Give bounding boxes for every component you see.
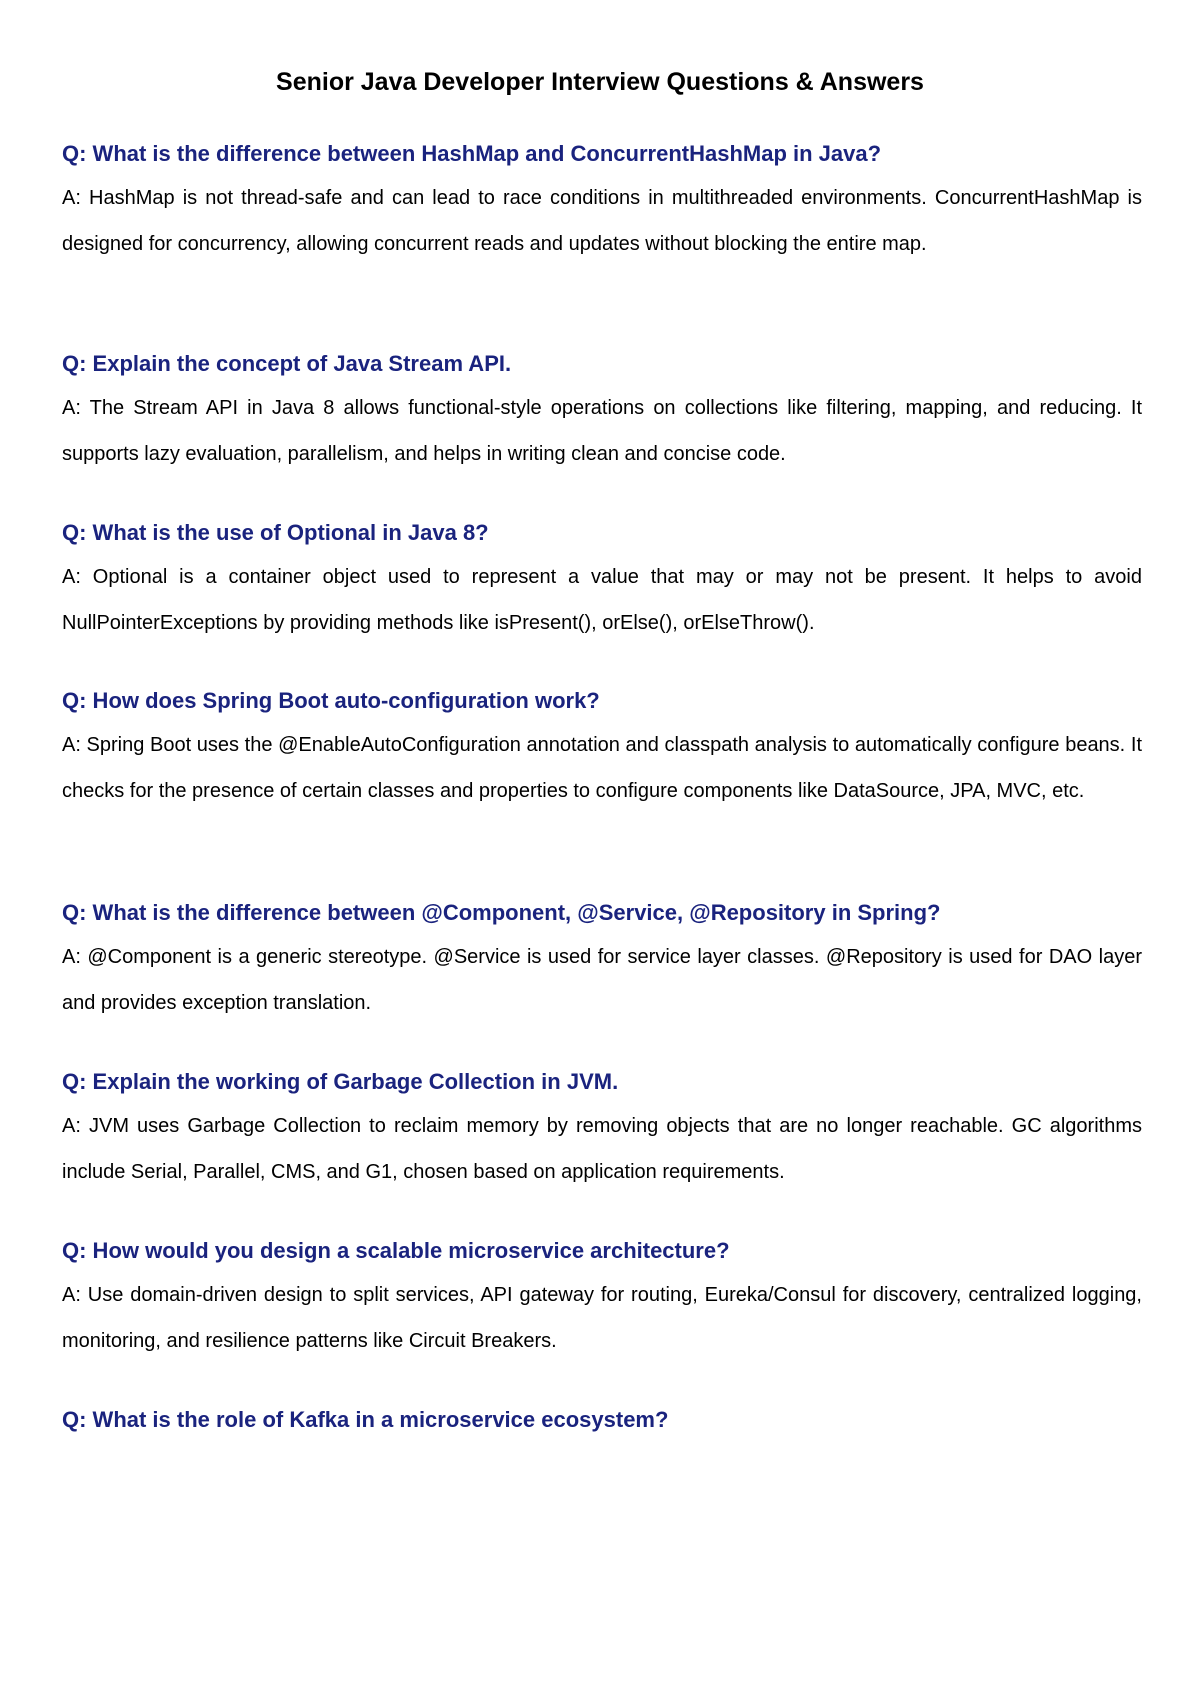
qa-item [62, 1236, 1142, 1364]
qa-item [62, 518, 1142, 646]
answer-text: A: The Stream API in Java 8 allows functional-style operations on collections like filtering, mapping, and reducing. It supports lazy evaluation, parallelism, and helps in writing clean and concise code. [62, 397, 1142, 465]
answer-text: A: Optional is a container object used to represent a value that may or may not be present. It helps to avoid NullPointerExceptions by providing methods like isPresent(), orElse(), orElseThrow(). [62, 566, 1142, 634]
qa-item [62, 686, 1142, 814]
question-text: Q: What is the difference between HashMap and ConcurrentHashMap in Java? [62, 141, 882, 166]
question-text: Q: What is the role of Kafka in a microservice ecosystem? [62, 1407, 669, 1432]
answer-text: A: JVM uses Garbage Collection to reclaim memory by removing objects that are no longer reachable. GC algorithms include Serial, Parallel, CMS, and G1, chosen based on application requirements. [62, 1115, 1142, 1183]
qa-item [62, 349, 1142, 477]
question-text: Q: What is the use of Optional in Java 8? [62, 520, 489, 545]
question-text: Q: What is the difference between @Component, @Service, @Repository in Spring? [62, 900, 941, 925]
answer-text: A: HashMap is not thread-safe and can lead to race conditions in multithreaded environments. ConcurrentHashMap is designed for concurrency, allowing concurrent reads and updates without blocking the entire map. [62, 187, 1142, 255]
qa-item [62, 898, 1142, 1026]
question-text: Q: How would you design a scalable microservice architecture? [62, 1238, 730, 1263]
answer-text: A: Use domain-driven design to split services, API gateway for routing, Eureka/Consul for discovery, centralized logging, monitoring, and resilience patterns like Circuit Breakers. [62, 1284, 1142, 1352]
question-text: Q: Explain the concept of Java Stream API. [62, 351, 512, 376]
qa-item [62, 1405, 1142, 1441]
answer-text: A: Spring Boot uses the @EnableAutoConfiguration annotation and classpath analysis to automatically configure beans. It checks for the presence of certain classes and properties to configure components like DataSource, JPA, MVC, etc. [62, 734, 1142, 802]
document-title: Senior Java Developer Interview Questions & Answers [276, 68, 924, 96]
question-text: Q: How does Spring Boot auto-configuration work? [62, 688, 600, 713]
qa-item [62, 1067, 1142, 1195]
answer-text: A: @Component is a generic stereotype. @Service is used for service layer classes. @Repository is used for DAO layer and provides exception translation. [62, 946, 1142, 1014]
qa-item [62, 139, 1142, 267]
question-text: Q: Explain the working of Garbage Collection in JVM. [62, 1069, 619, 1094]
